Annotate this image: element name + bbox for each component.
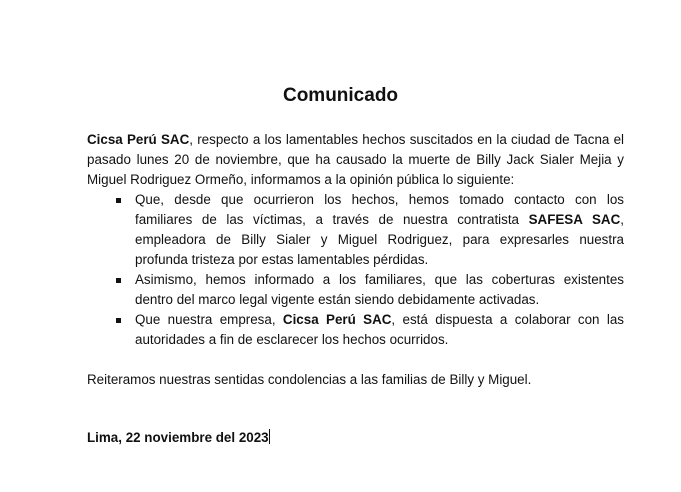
bullet-list [116,190,624,350]
bullet-text: familiares de las víctimas, a través de nuestra contratista [135,212,529,227]
bullet-text: empleadora de Billy Sialer y Miguel Rodriguez, para expresarles nuestra [135,232,624,247]
bullet-marker-icon [116,318,121,323]
bullet-item [116,190,624,270]
company-name: Cicsa Perú SAC [87,132,190,147]
bullet-text: profunda tristeza por estas lamentables pérdidas. [135,252,429,267]
contractor-name: SAFESA SAC [528,212,621,227]
intro-text: Miguel Rodriguez Ormeño, informamos a la opinión pública lo siguiente: [87,172,515,187]
bullet-text: Que nuestra empresa, [135,312,283,327]
bullet-text: , está dispuesta a colaborar con las [391,312,624,327]
closing-paragraph: Reiteramos nuestras sentidas condolencias a las familias de Billy y Miguel. [87,372,532,387]
bullet-text: , [620,212,624,227]
intro-paragraph [87,130,624,190]
company-name: Cicsa Perú SAC [282,312,392,327]
bullet-item [116,310,624,350]
bullet-marker-icon [116,198,121,203]
signature-text: Lima, 22 noviembre del 2023 [87,430,269,445]
bullet-marker-icon [116,278,121,283]
bullet-text: autoridades a fin de esclarecer los hechos ocurridos. [135,332,449,347]
document-body [87,130,624,448]
text-cursor [269,429,270,444]
intro-text: , respecto a los lamentables hechos suscitados en la ciudad de Tacna el [189,132,624,147]
bullet-item [116,270,624,310]
bullet-text: Asimismo, hemos informado a los familiares, que las coberturas existentes [135,272,624,287]
signature-date [87,428,624,448]
document-title: Comunicado [282,85,399,106]
bullet-text: dentro del marco legal vigente están siendo debidamente activadas. [135,292,540,307]
intro-text: pasado lunes 20 de noviembre, que ha causado la muerte de Billy Jack Sialer Mejia y [87,152,624,167]
bullet-text: Que, desde que ocurrieron los hechos, hemos tomado contacto con los [135,192,624,207]
